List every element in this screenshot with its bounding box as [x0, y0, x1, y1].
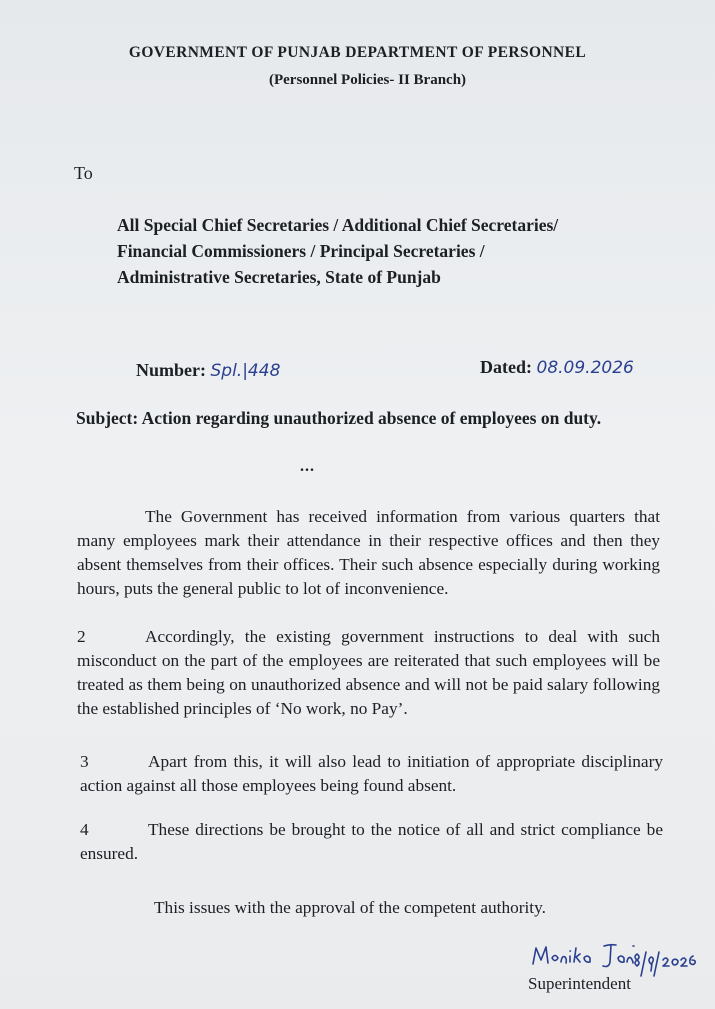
paragraph-1: The Government has received information from various quarters that many employees mark their attendance in their respective offices and then they absent themselves from their offices. Their such absence especially during working hours, puts the general public to lot of inconvenience.	[77, 507, 660, 598]
paragraph-2	[77, 625, 660, 721]
to-label: To	[74, 163, 93, 183]
subject-line: Subject: Action regarding unauthorized absence of employees on duty.	[76, 408, 602, 428]
date-label: Dated:	[480, 357, 532, 377]
paragraph-4	[80, 818, 663, 866]
paragraph-text: These directions be brought to the notice of all and strict compliance be ensured.	[80, 820, 663, 863]
number-label: Number:	[136, 360, 206, 380]
separator: ...	[300, 458, 315, 475]
letter-number	[136, 360, 280, 381]
branch-subheader: (Personnel Policies- II Branch)	[268, 72, 467, 88]
letter-date	[480, 357, 634, 378]
number-value-handwritten: Spl.|448	[210, 361, 281, 381]
paragraph-3	[80, 750, 663, 798]
addressee-line: All Special Chief Secretaries / Additional Chief Secretaries/	[117, 215, 559, 235]
handwritten-signature	[527, 938, 707, 978]
paragraph-text: Accordingly, the existing government instructions to deal with such misconduct on the part of the employees are reiterated that such employees will be treated as them being on unauthorized absence and will not be paid salary following the established principles of ‘No work, no Pay’.	[77, 627, 660, 718]
approval-line: This issues with the approval of the competent authority.	[154, 898, 546, 917]
department-header: GOVERNMENT OF PUNJAB DEPARTMENT OF PERSONNEL	[128, 44, 587, 61]
paragraph-number: 2	[77, 627, 86, 646]
addressee-block	[117, 212, 637, 290]
paragraph-text: Apart from this, it will also lead to initiation of appropriate disciplinary action against all those employees being found absent.	[80, 752, 663, 795]
addressee-line: Financial Commissioners / Principal Secretaries /	[117, 241, 485, 261]
addressee-line: Administrative Secretaries, State of Punjab	[117, 267, 441, 287]
paragraph-number: 4	[80, 820, 89, 839]
signatory-designation: Superintendent	[528, 974, 631, 993]
paragraph-number: 3	[80, 752, 89, 771]
date-value-handwritten: 08.09.2026	[536, 358, 634, 378]
